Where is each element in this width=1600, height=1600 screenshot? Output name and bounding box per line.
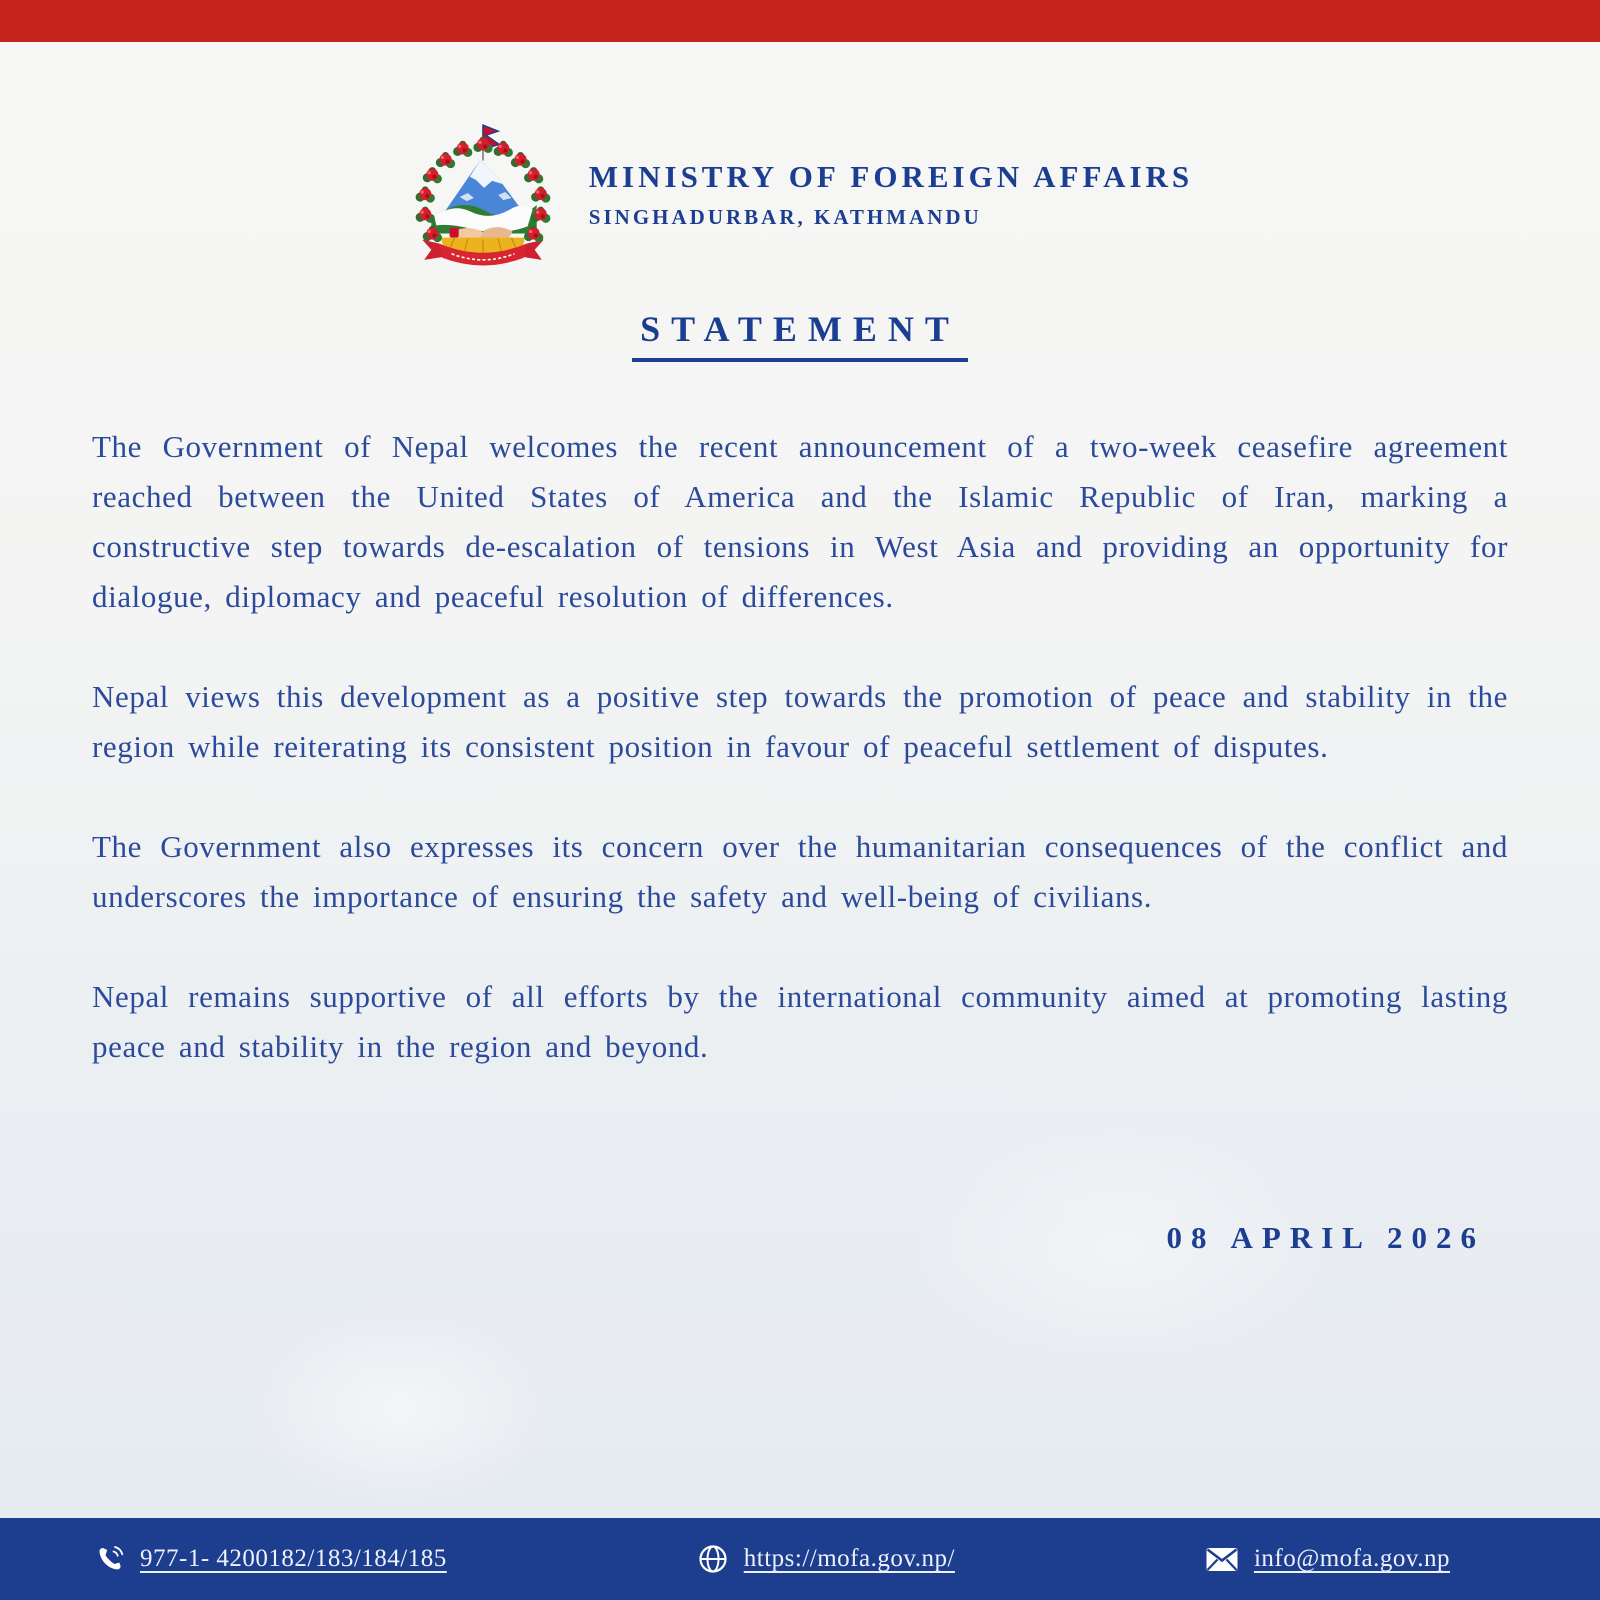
footer-phone-text: 977-1- 4200182/183/184/185 xyxy=(140,1545,447,1572)
letterhead-text xyxy=(589,159,1193,230)
footer-website-text: https://mofa.gov.np/ xyxy=(743,1545,955,1572)
top-red-bar xyxy=(0,0,1600,42)
globe-icon xyxy=(697,1543,729,1575)
footer-website-link[interactable] xyxy=(697,1543,955,1575)
envelope-icon xyxy=(1205,1546,1239,1573)
ministry-location: SINGHADURBAR, KATHMANDU xyxy=(588,204,982,229)
nepal-emblem-logo xyxy=(407,118,559,270)
statement-heading-wrap xyxy=(0,308,1600,362)
footer-email-text: info@mofa.gov.np xyxy=(1253,1545,1450,1572)
statement-body xyxy=(92,422,1508,1072)
statement-heading: STATEMENT xyxy=(632,308,968,362)
statement-date: 08 APRIL 2026 xyxy=(1166,1220,1485,1255)
paragraph-3: The Government also expresses its concern over the humanitarian consequences of the conflict and underscores the importance of ensuring the safety and well-being of civilians. xyxy=(92,829,1508,914)
phone-icon xyxy=(95,1544,125,1574)
footer-bar xyxy=(0,1518,1600,1600)
footer-phone-link[interactable] xyxy=(95,1544,447,1574)
ministry-title: MINISTRY OF FOREIGN AFFAIRS xyxy=(588,158,1194,194)
paragraph-4: Nepal remains supportive of all efforts by the international community aimed at promoting lasting peace and stability in the region and beyond. xyxy=(92,979,1508,1064)
paragraph-2: Nepal views this development as a positive step towards the promotion of peace and stability in the region while reiterating its consistent position in favour of peaceful settlement of disputes. xyxy=(92,679,1508,764)
footer-email-link[interactable] xyxy=(1205,1545,1450,1573)
paragraph-1: The Government of Nepal welcomes the recent announcement of a two-week ceasefire agreement reached between the United States of America and the Islamic Republic of Iran, marking a constructive step towards de-escalation of tensions in West Asia and providing an opportunity for dialogue, diplomacy and peaceful resolution of differences. xyxy=(92,429,1508,614)
letterhead xyxy=(0,118,1600,270)
